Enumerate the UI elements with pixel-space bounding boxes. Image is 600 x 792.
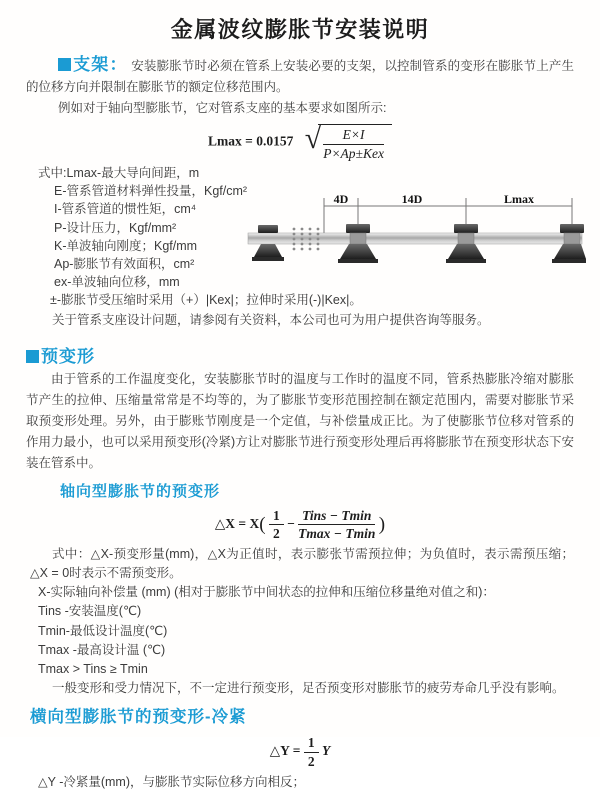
pipe (248, 233, 582, 244)
section-marker-icon (58, 58, 71, 71)
note-line: 式中：△X-预变形量(mm)，△X为正值时，表示膨张节需预拉伸；为负值时，表示需预压缩；△X = 0时表示不需预变形。 (30, 546, 574, 580)
lateral-half-fraction (304, 735, 319, 769)
minus-operator: − (287, 515, 295, 531)
support-section-heading (58, 55, 128, 74)
preform-body-paragraph: 由于管系的工作温度变化，安装膨胀节时的温度与工作时的温度不同，管系热膨胀冷缩对膨胀节产生的拉伸、压缩量常常是不均等的，为了膨胀节变形范围控制在额定范围内，需要对膨胀节采取预变形处理。另外，由于膨账节刚度是一个定值，与补偿量成正比。为了使膨胀节位移对管系的作用力最小，也可以采用预变形(冷紧)方让对膨胀节进行预变形处理后再将膨胀节在预变形状态下安装在管系中。 (26, 371, 574, 470)
note-line: Tmax > Tins ≥ Tmin (38, 661, 148, 676)
definition-line: ex-单波轴向位移，mm (54, 275, 180, 290)
support-lead-text: 安装膨胀节时必须在管系上安装必要的支架，以控制管系的变形在膨胀节上产生的位移方向并限制在膨胀节的额定位移范围内。 (26, 59, 574, 94)
lmax-fraction (323, 127, 384, 161)
open-paren: ( (259, 513, 266, 535)
definition-line: P-设计压力，Kgf/mm² (54, 220, 177, 235)
lmax-formula (0, 124, 600, 161)
half-numerator: 1 (269, 508, 284, 526)
axial-subheading: 轴向型膨胀节的预变形 (60, 482, 221, 500)
definition-line: I-管系管道的惯性矩，cm⁴ (54, 202, 197, 217)
sqrt-radical (305, 124, 392, 161)
lmax-formula-lhs: Lmax = 0.0157 (208, 133, 294, 149)
half-fraction (269, 508, 284, 542)
preform-section-heading (26, 342, 574, 367)
radicand (318, 124, 392, 161)
definition-line: E-管系管道材料弹性投量，Kgf/cm² (54, 184, 248, 199)
lmax-fraction-numerator: E×I (323, 127, 384, 145)
support-heading-label: 支架： (73, 55, 128, 74)
axial-notes (30, 545, 574, 699)
dim-label-14d: 14D (401, 192, 423, 207)
note-line: Tins -安装温度(℃) (38, 604, 142, 619)
lateral-formula-lhs: △Y = (269, 743, 301, 759)
lateral-numerator: 1 (304, 735, 319, 753)
close-paren: ) (378, 513, 386, 535)
lateral-formula-rhs: Y (321, 743, 331, 759)
note-line: X-实际轴向补偿量 (mm) (相对于膨胀节中间状态的拉伸和压缩位移量绝对值之和)： (38, 585, 495, 600)
note-line: Tmax -最高设计温 (℃) (38, 642, 166, 657)
axial-formula (0, 508, 600, 542)
lmax-fraction-denominator: P×Ap±Kex (323, 145, 384, 161)
pipe-support-diagram (244, 191, 586, 271)
temp-fraction-denominator: Tmax − Tmin (298, 526, 376, 542)
lateral-subheading: 横向型膨胀节的预变形-冷紧 (30, 708, 247, 727)
definition-line: Ap-膨胀节有效面积，cm² (54, 257, 195, 272)
definition-line: K-单波轴向刚度；Kgf/mm (54, 238, 198, 253)
lateral-denominator: 2 (307, 753, 315, 769)
half-denominator: 2 (272, 526, 280, 542)
note-line: Tmin-最低设计温度(℃) (38, 623, 168, 638)
consulting-note: 关于管系支座设计问题，请参阅有关资料，本公司也可为用户提供咨询等服务。 (52, 312, 490, 327)
dim-label-lmax: Lmax (504, 192, 534, 207)
note-line: 一般变形和受力情况下，不一定进行预变形，足否预变形对膨胀节的疲劳寿命几乎没有影响。 (52, 681, 565, 696)
support-example-line: 例如对于轴向型膨胀节，它对管系支座的基本要求如图所示: (58, 101, 387, 115)
page-title: 金属波纹膨胀节安装说明 (170, 17, 430, 42)
definition-line: ±-膨胀节受压缩时采用（+）|Kex|；拉伸时采用(-)|Kex|。 (50, 293, 362, 308)
lateral-note: △Y -冷紧量(mm)，与膨胀节实际位移方向相反； (38, 775, 306, 790)
definition-line: 式中:Lmax-最大导向间距，m (38, 166, 200, 181)
lateral-formula (0, 735, 600, 769)
temp-fraction-numerator: Tins − Tmin (298, 508, 375, 526)
dim-label-4d: 4D (333, 192, 349, 207)
axial-formula-lhs: △X = X (214, 515, 260, 531)
section-marker-icon (26, 350, 39, 363)
symbol-definitions (38, 164, 580, 310)
temperature-fraction (298, 508, 375, 542)
radical-sign: √ (304, 122, 322, 155)
preform-heading-label: 预变形 (41, 346, 95, 366)
support-section-lead (26, 54, 574, 98)
